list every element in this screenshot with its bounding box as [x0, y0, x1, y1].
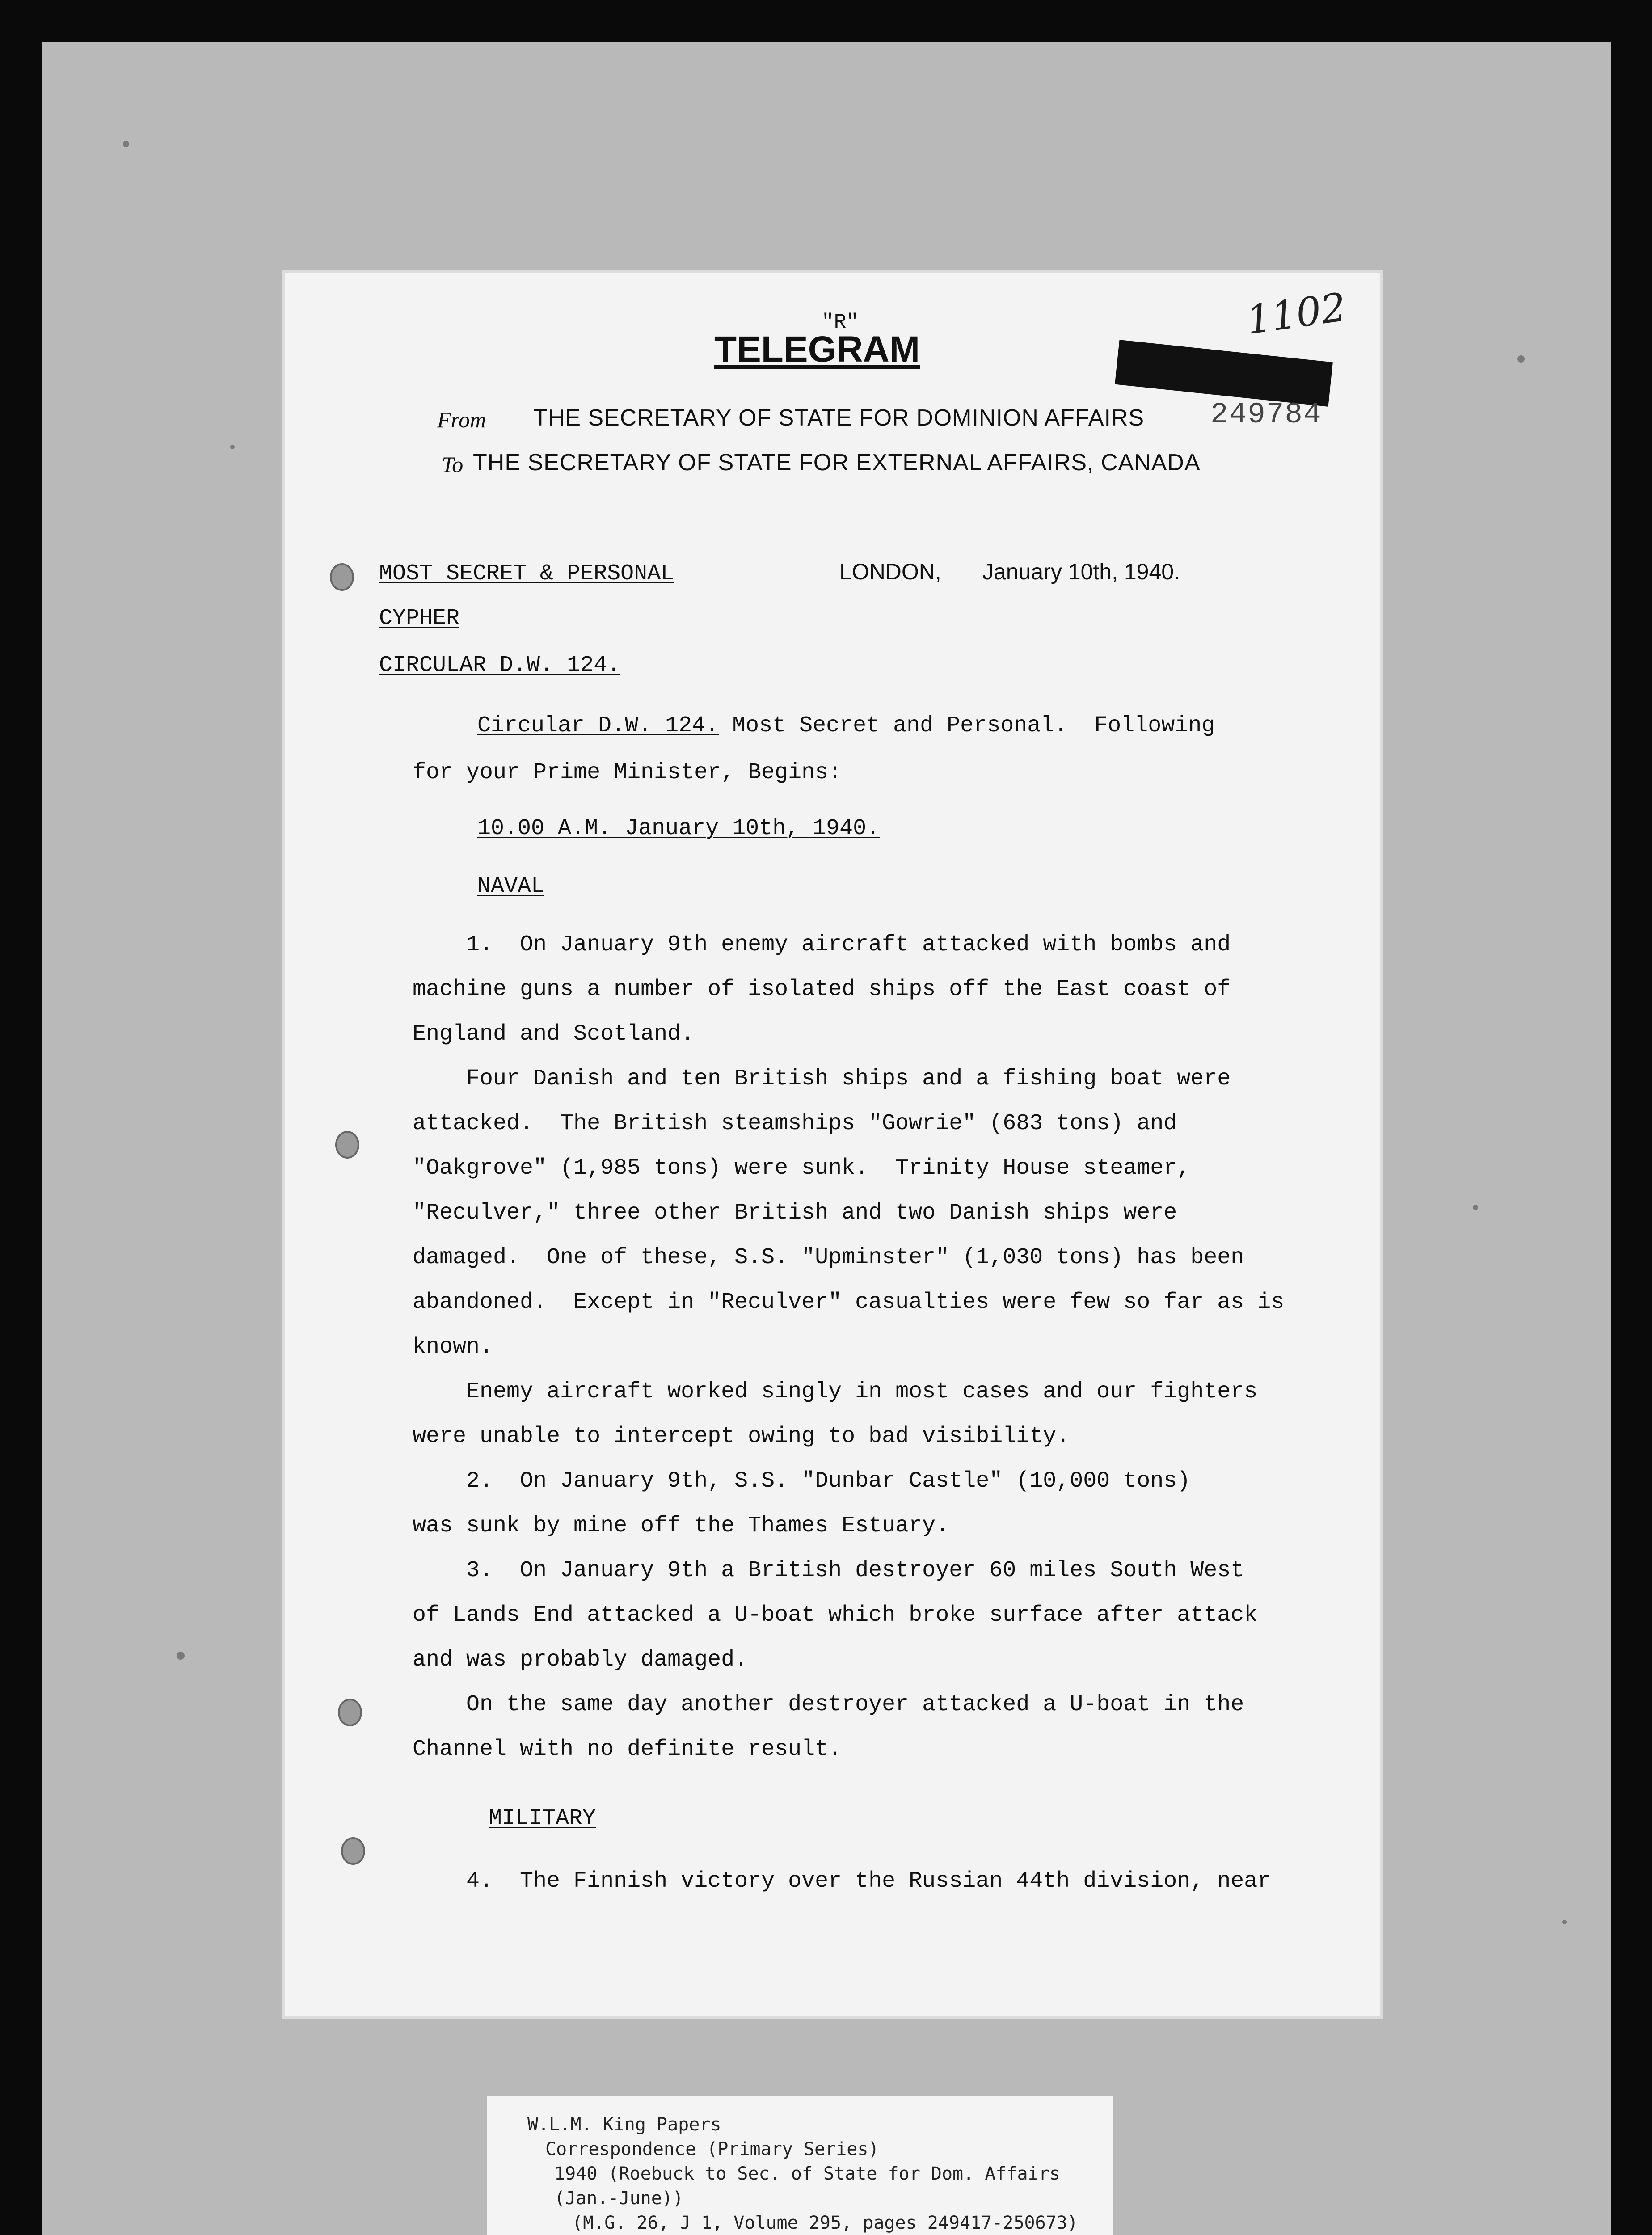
- body-line: Enemy aircraft worked singly in most cases and our fighters: [413, 1379, 1258, 1404]
- body-line: damaged. One of these, S.S. "Upminster" (1,030 tons) has been: [413, 1245, 1244, 1270]
- location: LONDON,: [839, 559, 941, 584]
- r-mark: "R": [822, 311, 859, 334]
- stamp-number: 249784: [1210, 398, 1322, 431]
- body-line: 2. On January 9th, S.S. "Dunbar Castle" (10,000 tons): [413, 1468, 1191, 1494]
- body-line: Channel with no definite result.: [413, 1737, 842, 1762]
- label-line: W.L.M. King Papers: [527, 2114, 721, 2135]
- body-line: 1. On January 9th enemy aircraft attacked with bombs and: [413, 932, 1231, 957]
- body-line: machine guns a number of isolated ships off the East coast of: [413, 977, 1231, 1002]
- body-line: "Reculver," three other British and two Danish ships were: [413, 1200, 1177, 1226]
- page-title: TELEGRAM: [714, 329, 920, 370]
- cypher: CYPHER: [379, 606, 460, 631]
- from-text: THE SECRETARY OF STATE FOR DOMINION AFFAIRS: [533, 405, 1145, 431]
- body-line: and was probably damaged.: [413, 1647, 748, 1673]
- date: January 10th, 1940.: [982, 559, 1180, 584]
- to-label: To: [442, 452, 464, 477]
- intro-rest: Most Secret and Personal. Following: [719, 713, 1215, 738]
- from-label: From: [437, 407, 486, 432]
- circular: CIRCULAR D.W. 124.: [379, 653, 621, 678]
- to-text: THE SECRETARY OF STATE FOR EXTERNAL AFFAIRS, CANADA: [473, 450, 1201, 476]
- body-line: abandoned. Except in "Reculver" casualties were few so far as is: [413, 1290, 1285, 1315]
- handwritten-number: 1102: [1243, 283, 1349, 344]
- time-heading: 10.00 A.M. January 10th, 1940.: [477, 816, 880, 841]
- body-line: England and Scotland.: [413, 1021, 695, 1047]
- redaction-bar: [1115, 340, 1333, 407]
- label-line: 1940 (Roebuck to Sec. of State for Dom. Affairs: [554, 2163, 1060, 2184]
- classification: MOST SECRET & PERSONAL: [379, 561, 674, 586]
- military-heading: MILITARY: [489, 1806, 596, 1831]
- body-line: Four Danish and ten British ships and a fishing boat were: [413, 1066, 1231, 1092]
- body-line: of Lands End attacked a U-boat which broke surface after attack: [413, 1602, 1258, 1628]
- body-line: known.: [413, 1334, 493, 1360]
- label-line: (M.G. 26, J 1, Volume 295, pages 249417-250673): [572, 2213, 1078, 2233]
- punch-hole: [335, 1131, 359, 1159]
- punch-hole: [330, 563, 354, 591]
- intro-ref: Circular D.W. 124.: [477, 713, 719, 738]
- punch-hole: [338, 1699, 362, 1726]
- intro-line-2: for your Prime Minister, Begins:: [413, 760, 842, 785]
- telegram-sheet: [285, 273, 1380, 2016]
- punch-hole: [341, 1837, 365, 1865]
- intro-line: [477, 713, 1215, 738]
- body-line: 4. The Finnish victory over the Russian 44th division, near: [413, 1868, 1271, 1894]
- body-line: attacked. The British steamships "Gowrie" (683 tons) and: [413, 1111, 1177, 1136]
- body-line: 3. On January 9th a British destroyer 60 miles South West: [413, 1558, 1244, 1583]
- label-line: Correspondence (Primary Series): [545, 2139, 879, 2159]
- body-line: "Oakgrove" (1,985 tons) were sunk. Trinity House steamer,: [413, 1155, 1191, 1181]
- naval-heading: NAVAL: [477, 874, 545, 899]
- body-line: were unable to intercept owing to bad visibility.: [413, 1424, 1070, 1449]
- label-line: (Jan.-June)): [554, 2188, 683, 2209]
- archive-reference-label: [487, 2096, 1113, 2235]
- body-line: On the same day another destroyer attacked a U-boat in the: [413, 1692, 1244, 1717]
- body-line: was sunk by mine off the Thames Estuary.: [413, 1513, 949, 1539]
